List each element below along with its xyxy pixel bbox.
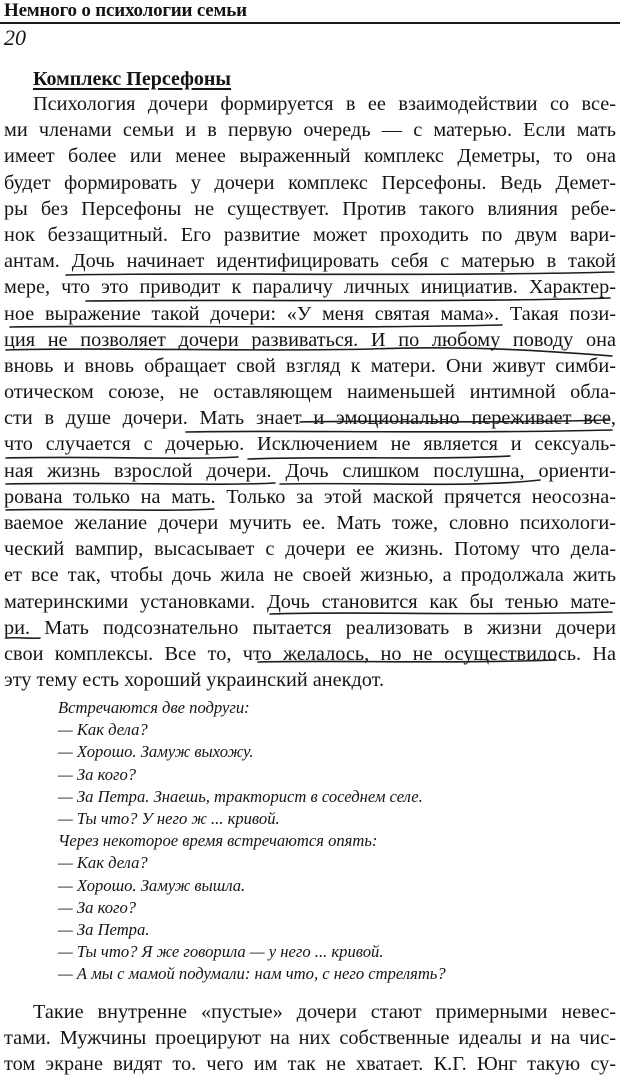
text-line: ное выражение такой дочери: «У меня святая мама». Такая пози- [4, 302, 616, 325]
text-line: ция не позволяет дочери развиваться. И по любому поводу она [4, 328, 616, 351]
dialogue-line: — Ты что? Я же говорила — у него ... кривой. [58, 942, 384, 962]
closing-paragraph [4, 999, 616, 1077]
text-line: ми членами семьи и в первую очередь — с матерью. Если мать [4, 119, 616, 142]
text-line: имеет более или менее выраженный комплекс Деметры, то она [4, 145, 616, 168]
text-line: материнскими установками. Дочь становится как бы тенью мате- [4, 590, 616, 613]
text-line: Психология дочери формируется в ее взаимодействии со все- [33, 93, 616, 115]
anecdote-dialogue [58, 697, 598, 985]
text-line: ет все так, чтобы дочь жила не своей жизнью, а продолжала жить [4, 564, 616, 587]
dialogue-line: Через некоторое время встречаются опять: [58, 831, 378, 851]
text-line: будет формировать у дочери комплекс Персефоны. Ведь Демет- [4, 171, 616, 194]
text-line: ная жизнь взрослой дочери. Дочь слишком послушна, ориенти- [4, 459, 616, 482]
text-line: том экране видят то. чего им так не хватает. К.Г. Юнг такую су- [4, 1053, 616, 1076]
text-line: мере, что это приводит к параличу личных инициатив. Характер- [4, 276, 616, 299]
body-paragraph [4, 91, 616, 693]
text-line: вновь и вновь обращает свой взгляд к матери. Они живут симби- [4, 354, 616, 377]
text-line: тами. Мужчины проецируют на них собственные идеалы и на чис- [4, 1027, 616, 1050]
running-title: Немного о психологии семьи [4, 0, 247, 21]
text-line: свои комплексы. Все то, что желалось, но не осуществилось. На [4, 642, 616, 665]
text-line: ческий вампир, высасывает с дочери ее жизнь. Потому что дела- [4, 538, 616, 561]
dialogue-line: — Ты что? У него ж ... кривой. [58, 808, 280, 828]
dialogue-line: — Как дела? [58, 720, 148, 740]
text-line: что случается с дочерью. Исключением не является и сексуаль- [4, 433, 616, 456]
text-line: ры без Персефоны не существует. Против такого влияния ребе- [4, 197, 616, 220]
text-line: отическом союзе, не оставляющем наименьшей интимной обла- [4, 381, 616, 404]
header-rule [0, 22, 620, 24]
text-line: эту тему есть хороший украинский анекдот. [4, 669, 385, 692]
dialogue-line: Встречаются две подруги: [58, 698, 250, 717]
text-line: сти в душе дочери. Мать знает и эмоционально переживает все, [4, 407, 616, 430]
dialogue-line: — Хорошо. Замуж вышла. [58, 875, 246, 895]
dialogue-line: — За Петра. [58, 919, 150, 939]
text-line: рована только на мать. Только за этой маской прячется неосозна- [4, 485, 616, 508]
dialogue-line: — А мы с мамой подумали: нам что, с него стрелять? [58, 964, 446, 984]
text-line: нок беззащитный. Его развитие может проходить по двум вари- [4, 223, 616, 246]
text-line: ри. Мать подсознательно пытается реализовать в жизни дочери [4, 616, 616, 639]
dialogue-line: — Как дела? [58, 853, 148, 873]
dialogue-line: — За кого? [58, 764, 137, 784]
text-line: Такие внутренне «пустые» дочери стают примерными невес- [33, 1001, 616, 1023]
dialogue-line: — За кого? [58, 897, 137, 917]
section-title: Комплекс Персефоны [33, 68, 232, 90]
text-line: ваемое желание дочери мучить ее. Мать тоже, словно психологи- [4, 512, 616, 534]
dialogue-line: — Хорошо. Замуж выхожу. [58, 742, 254, 762]
page-number: 20 [4, 25, 26, 50]
dialogue-line: — За Петра. Знаешь, тракторист в соседнем селе. [58, 786, 423, 806]
text-line: антам. Дочь начинает идентифицировать себя с матерью в такой [4, 250, 616, 273]
